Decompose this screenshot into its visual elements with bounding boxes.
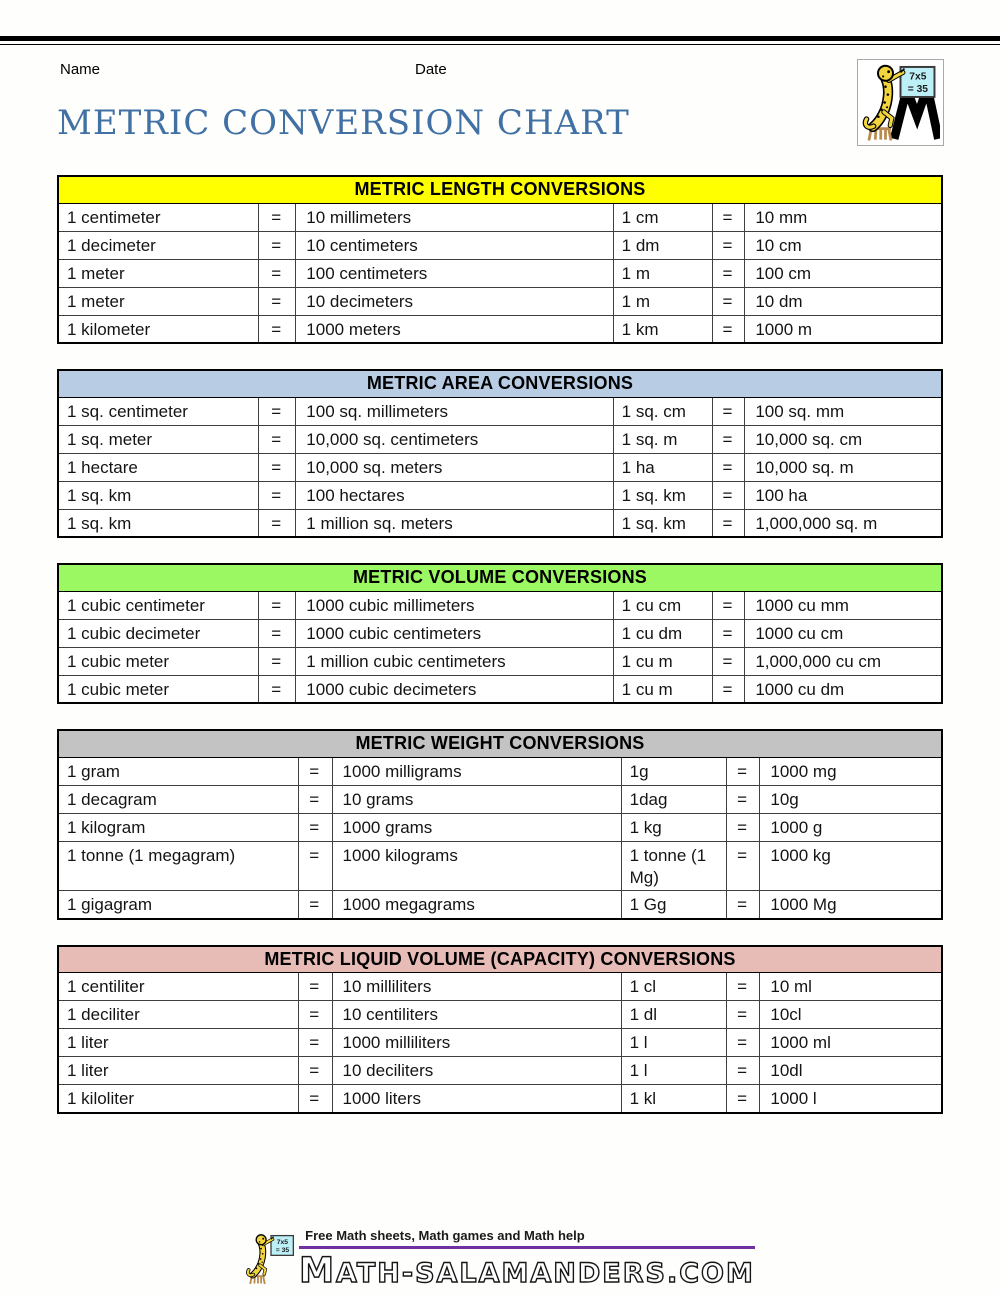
abbr-value-cell: 10 ml <box>760 973 942 1001</box>
abbr-value-cell: 1000 cu cm <box>745 619 942 647</box>
weight-conversions-table <box>57 729 943 920</box>
value-cell: 1000 kilograms <box>332 841 621 891</box>
value-cell: 10,000 sq. meters <box>296 453 613 481</box>
equals-cell: = <box>259 481 296 509</box>
table-row <box>58 315 942 343</box>
unit-cell: 1 liter <box>58 1029 298 1057</box>
table-row <box>58 1085 942 1113</box>
abbr-value-cell: 1000 l <box>760 1085 942 1113</box>
equals-cell: = <box>726 1057 760 1085</box>
table-row <box>58 1057 942 1085</box>
equals-cell: = <box>259 453 296 481</box>
value-cell: 10 grams <box>332 785 621 813</box>
abbr-unit-cell: 1 l <box>621 1029 726 1057</box>
equals-cell: = <box>259 231 296 259</box>
unit-cell: 1 sq. km <box>58 481 259 509</box>
equals-cell: = <box>259 675 296 703</box>
footer-divider <box>299 1246 755 1249</box>
value-cell: 1000 meters <box>296 315 613 343</box>
abbr-value-cell: 1000 Mg <box>760 891 942 919</box>
table-row <box>58 481 942 509</box>
equals-cell: = <box>298 1057 332 1085</box>
abbr-value-cell: 1000 m <box>745 315 942 343</box>
equals-cell: = <box>298 785 332 813</box>
abbr-unit-cell: 1 cu m <box>613 647 712 675</box>
page-title: METRIC CONVERSION CHART <box>57 103 630 143</box>
table-row <box>58 891 942 919</box>
equals-cell: = <box>259 315 296 343</box>
equals-cell: = <box>259 287 296 315</box>
value-cell: 1000 cubic decimeters <box>296 675 613 703</box>
unit-cell: 1 cubic centimeter <box>58 591 259 619</box>
table-title: METRIC AREA CONVERSIONS <box>58 370 942 397</box>
abbr-value-cell: 1000 ml <box>760 1029 942 1057</box>
table-row <box>58 675 942 703</box>
value-cell: 1000 megagrams <box>332 891 621 919</box>
unit-cell: 1 sq. meter <box>58 425 259 453</box>
footer-tagline: Free Math sheets, Math games and Math help <box>305 1228 585 1243</box>
equals-cell: = <box>712 425 745 453</box>
site-wordmark: MATH-SALAMANDERS.COM <box>299 1250 755 1291</box>
equals-cell: = <box>259 425 296 453</box>
abbr-value-cell: 1000 kg <box>760 841 942 891</box>
value-cell: 1000 liters <box>332 1085 621 1113</box>
equals-cell: = <box>726 891 760 919</box>
equals-cell: = <box>726 841 760 891</box>
table-title: METRIC LIQUID VOLUME (CAPACITY) CONVERSIONS <box>58 946 942 973</box>
table-row <box>58 203 942 231</box>
table-row <box>58 425 942 453</box>
equals-cell: = <box>298 841 332 891</box>
footer-brand <box>0 1226 1000 1291</box>
area-conversions-table <box>57 369 943 538</box>
abbr-unit-cell: 1 tonne (1 Mg) <box>621 841 726 891</box>
table-row <box>58 619 942 647</box>
abbr-unit-cell: 1g <box>621 757 726 785</box>
value-cell: 1 million cubic centimeters <box>296 647 613 675</box>
equals-cell: = <box>259 591 296 619</box>
abbr-unit-cell: 1 cl <box>621 973 726 1001</box>
unit-cell: 1 hectare <box>58 453 259 481</box>
equals-cell: = <box>712 675 745 703</box>
unit-cell: 1 meter <box>58 259 259 287</box>
abbr-value-cell: 1000 cu dm <box>745 675 942 703</box>
abbr-unit-cell: 1 km <box>613 315 712 343</box>
equals-cell: = <box>712 315 745 343</box>
abbr-value-cell: 1000 cu mm <box>745 591 942 619</box>
abbr-value-cell: 10,000 sq. m <box>745 453 942 481</box>
table-row <box>58 841 942 891</box>
equals-cell: = <box>726 813 760 841</box>
table-row <box>58 1029 942 1057</box>
abbr-unit-cell: 1 ha <box>613 453 712 481</box>
abbr-value-cell: 10 cm <box>745 231 942 259</box>
table-row <box>58 231 942 259</box>
abbr-unit-cell: 1 sq. km <box>613 481 712 509</box>
value-cell: 1000 milligrams <box>332 757 621 785</box>
abbr-value-cell: 10,000 sq. cm <box>745 425 942 453</box>
table-row <box>58 973 942 1001</box>
equals-cell: = <box>712 287 745 315</box>
equals-cell: = <box>712 397 745 425</box>
equals-cell: = <box>726 973 760 1001</box>
unit-cell: 1 kiloliter <box>58 1085 298 1113</box>
abbr-unit-cell: 1 cu cm <box>613 591 712 619</box>
value-cell: 10 deciliters <box>332 1057 621 1085</box>
equals-cell: = <box>726 757 760 785</box>
abbr-value-cell: 10g <box>760 785 942 813</box>
abbr-unit-cell: 1dag <box>621 785 726 813</box>
table-row <box>58 813 942 841</box>
abbr-value-cell: 1,000,000 cu cm <box>745 647 942 675</box>
abbr-value-cell: 10dl <box>760 1057 942 1085</box>
unit-cell: 1 kilogram <box>58 813 298 841</box>
abbr-unit-cell: 1 sq. km <box>613 509 712 537</box>
abbr-unit-cell: 1 sq. cm <box>613 397 712 425</box>
abbr-value-cell: 100 sq. mm <box>745 397 942 425</box>
table-title: METRIC VOLUME CONVERSIONS <box>58 564 942 591</box>
table-row <box>58 287 942 315</box>
abbr-unit-cell: 1 cu m <box>613 675 712 703</box>
math-salamanders-logo-icon <box>861 63 940 142</box>
unit-cell: 1 tonne (1 megagram) <box>58 841 298 891</box>
unit-cell: 1 liter <box>58 1057 298 1085</box>
name-label: Name <box>60 61 101 78</box>
abbr-unit-cell: 1 dm <box>613 231 712 259</box>
abbr-value-cell: 1000 g <box>760 813 942 841</box>
value-cell: 10 centiliters <box>332 1001 621 1029</box>
unit-cell: 1 sq. centimeter <box>58 397 259 425</box>
equals-cell: = <box>726 1029 760 1057</box>
volume-conversions-table <box>57 563 943 704</box>
table-row <box>58 453 942 481</box>
unit-cell: 1 meter <box>58 287 259 315</box>
equals-cell: = <box>726 785 760 813</box>
value-cell: 1 million sq. meters <box>296 509 613 537</box>
value-cell: 1000 milliliters <box>332 1029 621 1057</box>
equals-cell: = <box>712 481 745 509</box>
value-cell: 100 hectares <box>296 481 613 509</box>
abbr-unit-cell: 1 l <box>621 1057 726 1085</box>
equals-cell: = <box>259 647 296 675</box>
value-cell: 10 decimeters <box>296 287 613 315</box>
equals-cell: = <box>712 231 745 259</box>
value-cell: 100 centimeters <box>296 259 613 287</box>
abbr-unit-cell: 1 Gg <box>621 891 726 919</box>
abbr-unit-cell: 1 sq. m <box>613 425 712 453</box>
abbr-unit-cell: 1 kl <box>621 1085 726 1113</box>
abbr-unit-cell: 1 m <box>613 287 712 315</box>
footer-salamander-icon <box>245 1230 297 1288</box>
equals-cell: = <box>726 1001 760 1029</box>
liquid-volume-conversions-table <box>57 945 943 1114</box>
unit-cell: 1 decimeter <box>58 231 259 259</box>
abbr-unit-cell: 1 m <box>613 259 712 287</box>
equals-cell: = <box>712 259 745 287</box>
equals-cell: = <box>712 591 745 619</box>
equals-cell: = <box>298 973 332 1001</box>
abbr-value-cell: 100 ha <box>745 481 942 509</box>
value-cell: 100 sq. millimeters <box>296 397 613 425</box>
footer-text <box>299 1226 755 1291</box>
equals-cell: = <box>712 647 745 675</box>
brand-logo-box <box>857 59 944 146</box>
unit-cell: 1 sq. km <box>58 509 259 537</box>
table-row <box>58 757 942 785</box>
unit-cell: 1 centiliter <box>58 973 298 1001</box>
table-title: METRIC LENGTH CONVERSIONS <box>58 176 942 203</box>
abbr-unit-cell: 1 kg <box>621 813 726 841</box>
abbr-unit-cell: 1 cm <box>613 203 712 231</box>
equals-cell: = <box>259 397 296 425</box>
unit-cell: 1 cubic meter <box>58 647 259 675</box>
table-row <box>58 509 942 537</box>
equals-cell: = <box>712 509 745 537</box>
value-cell: 10 millimeters <box>296 203 613 231</box>
equals-cell: = <box>298 757 332 785</box>
equals-cell: = <box>298 1001 332 1029</box>
unit-cell: 1 cubic decimeter <box>58 619 259 647</box>
unit-cell: 1 deciliter <box>58 1001 298 1029</box>
equals-cell: = <box>712 203 745 231</box>
equals-cell: = <box>259 259 296 287</box>
table-title: METRIC WEIGHT CONVERSIONS <box>58 730 942 757</box>
table-row <box>58 397 942 425</box>
equals-cell: = <box>298 1085 332 1113</box>
length-conversions-table <box>57 175 943 344</box>
equals-cell: = <box>259 509 296 537</box>
abbr-value-cell: 10cl <box>760 1001 942 1029</box>
equals-cell: = <box>712 453 745 481</box>
top-rule-thick <box>0 36 1000 41</box>
abbr-value-cell: 1000 mg <box>760 757 942 785</box>
unit-cell: 1 decagram <box>58 785 298 813</box>
conversion-tables <box>57 175 943 1139</box>
value-cell: 10 centimeters <box>296 231 613 259</box>
unit-cell: 1 kilometer <box>58 315 259 343</box>
value-cell: 1000 cubic centimeters <box>296 619 613 647</box>
unit-cell: 1 gram <box>58 757 298 785</box>
equals-cell: = <box>298 1029 332 1057</box>
abbr-value-cell: 100 cm <box>745 259 942 287</box>
top-rule-thin <box>0 44 1000 45</box>
abbr-value-cell: 1,000,000 sq. m <box>745 509 942 537</box>
table-row <box>58 591 942 619</box>
table-row <box>58 785 942 813</box>
equals-cell: = <box>298 891 332 919</box>
equals-cell: = <box>298 813 332 841</box>
equals-cell: = <box>712 619 745 647</box>
equals-cell: = <box>259 203 296 231</box>
abbr-value-cell: 10 dm <box>745 287 942 315</box>
unit-cell: 1 centimeter <box>58 203 259 231</box>
abbr-unit-cell: 1 dl <box>621 1001 726 1029</box>
value-cell: 1000 grams <box>332 813 621 841</box>
table-row <box>58 1001 942 1029</box>
abbr-unit-cell: 1 cu dm <box>613 619 712 647</box>
equals-cell: = <box>259 619 296 647</box>
value-cell: 1000 cubic millimeters <box>296 591 613 619</box>
value-cell: 10,000 sq. centimeters <box>296 425 613 453</box>
table-row <box>58 259 942 287</box>
date-label: Date <box>415 61 447 78</box>
abbr-value-cell: 10 mm <box>745 203 942 231</box>
table-row <box>58 647 942 675</box>
unit-cell: 1 cubic meter <box>58 675 259 703</box>
equals-cell: = <box>726 1085 760 1113</box>
value-cell: 10 milliliters <box>332 973 621 1001</box>
unit-cell: 1 gigagram <box>58 891 298 919</box>
